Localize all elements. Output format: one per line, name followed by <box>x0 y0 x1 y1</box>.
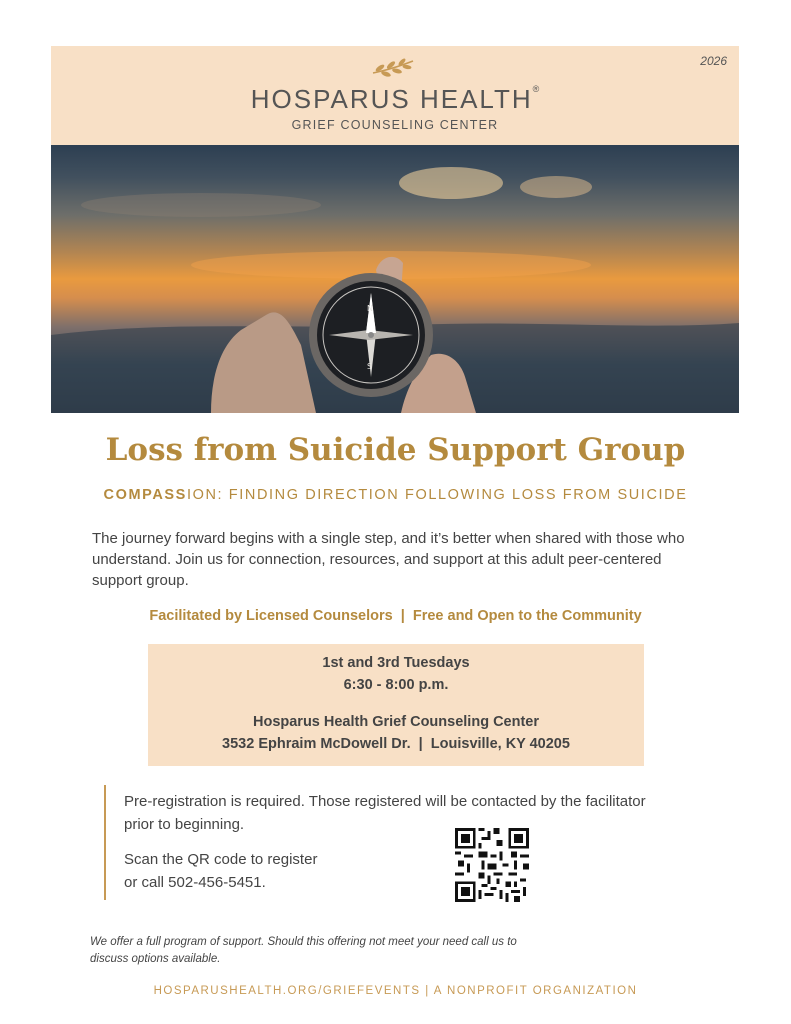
registered-mark: ® <box>532 84 540 94</box>
brand-name: HOSPARUS HEALTH® <box>250 84 540 114</box>
brand-subtitle: GRIEF COUNSELING CENTER <box>291 118 499 132</box>
header-banner <box>51 46 739 145</box>
subtitle-emphasis: COMPASS <box>103 487 187 503</box>
footnote: We offer a full program of support. Should this offering not meet your need call us to discuss options available. <box>90 936 517 965</box>
meeting-days: 1st and 3rd Tuesdays <box>322 655 470 671</box>
footer-link[interactable]: HOSPARUSHEALTH.ORG/GRIEFEVENTS | A NONPROFIT ORGANIZATION <box>153 985 638 997</box>
facilitated-line: Facilitated by Licensed Counselors | Free and Open to the Community <box>149 608 642 624</box>
registration-section <box>104 785 666 900</box>
hero-image <box>51 145 739 413</box>
svg-text:S: S <box>367 362 373 371</box>
meeting-time: 6:30 - 8:00 p.m. <box>343 677 449 693</box>
scan-instructions <box>124 848 384 894</box>
scan-line-1: Scan the QR code to register <box>124 851 318 868</box>
qr-code-icon[interactable] <box>455 828 529 902</box>
schedule-box <box>148 644 644 766</box>
page-subtitle <box>0 487 791 503</box>
svg-text:N: N <box>367 304 373 313</box>
intro-paragraph: The journey forward begins with a single step, and it’s better when shared with those who understand. Join us for connection, resources, and support at this adult peer-centered support group. <box>92 530 685 589</box>
olive-branch-icon <box>369 56 417 78</box>
page-title: Loss from Suicide Support Group <box>105 432 686 468</box>
location-address: 3532 Ephraim McDowell Dr. | Louisville, KY 40205 <box>222 736 570 752</box>
compass-photo <box>51 145 739 413</box>
year-label: 2026 <box>700 54 727 68</box>
subtitle-rest: ION: FINDING DIRECTION FOLLOWING LOSS FROM SUICIDE <box>186 487 688 503</box>
registration-note: Pre-registration is required. Those registered will be contacted by the facilitator prior to beginning. <box>124 793 646 833</box>
scan-line-2: or call 502-456-5451. <box>124 874 266 891</box>
location-name: Hosparus Health Grief Counseling Center <box>252 714 540 730</box>
